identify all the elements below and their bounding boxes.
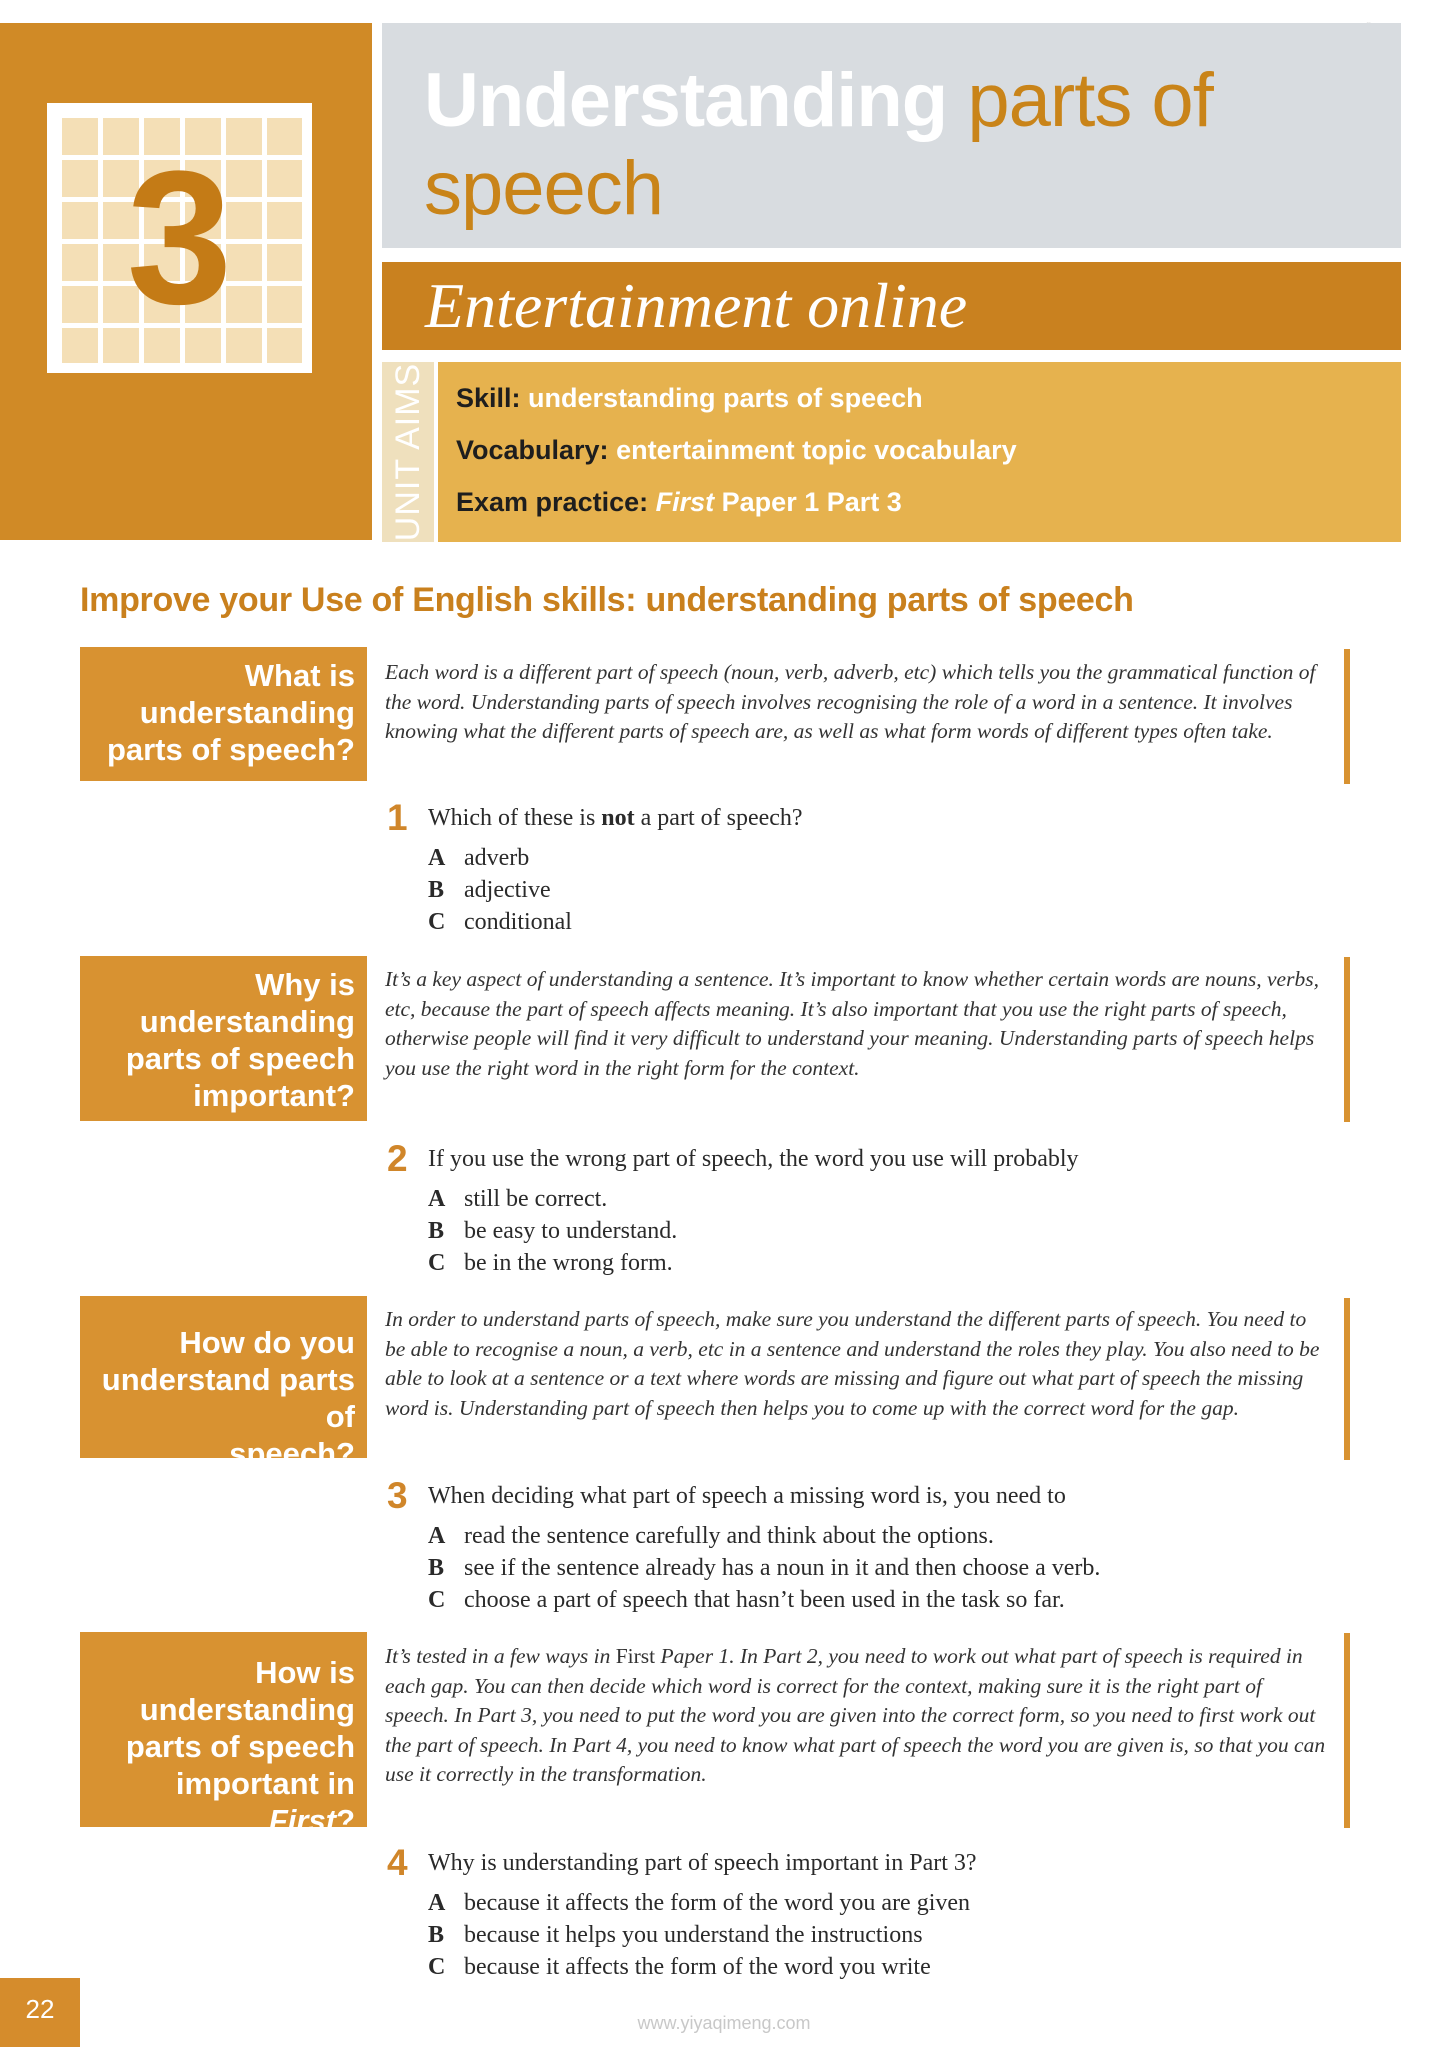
option-text: adverb (464, 845, 530, 871)
option-text: be easy to understand. (464, 1218, 678, 1244)
option-letter: B (428, 1555, 445, 1581)
option-letter: A (428, 1186, 446, 1212)
option-text: adjective (464, 877, 551, 903)
section-heading: Improve your Use of English skills: understanding parts of speech (80, 581, 1134, 619)
aim-value: Paper 1 Part 3 (721, 487, 902, 517)
question-line-last (90, 1765, 355, 1839)
aim-exam-practice (456, 486, 902, 518)
aim-label: Exam practice: (456, 487, 649, 517)
prompt-bold-text: not (601, 805, 635, 831)
option-b[interactable] (428, 1215, 677, 1247)
option-c[interactable] (428, 1584, 1065, 1616)
question-line: parts of speech? (106, 732, 355, 767)
question-box-why-is (80, 956, 367, 1121)
question-line: important in (175, 1766, 355, 1801)
option-b[interactable] (428, 1919, 923, 1951)
option-c[interactable] (428, 1951, 931, 1983)
question-line: speech? (229, 1436, 355, 1471)
unit-title-rest-1: parts of (967, 58, 1213, 143)
option-a[interactable] (428, 1520, 994, 1552)
question-prompt (428, 802, 803, 834)
unit-title-strong: Understanding (424, 58, 948, 143)
option-letter: B (428, 1922, 445, 1948)
question-prompt: If you use the wrong part of speech, the word you use will probably (428, 1146, 1079, 1172)
explanation-text (385, 1642, 1330, 1790)
explanation-text: Each word is a different part of speech (noun, verb, adverb, etc) which tells you the grammatical function of the word. Understanding parts of speech involves recognising the role of a word in a sentence. It involves knowing what the different parts of speech are, as well as what form words of different types often take. (385, 660, 1316, 743)
option-letter: A (428, 1523, 446, 1549)
option-letter: C (428, 909, 446, 935)
explanation-text: In order to understand parts of speech, make sure you understand the different parts of speech. You need to be able to recognise a noun, a verb, etc in a sentence and understand the roles they play. You also need to be able to look at a sentence or a text where words are missing and figure out what part of speech the missing word is. Understanding part of speech then helps you to come up with the correct word for the gap. (385, 1307, 1320, 1420)
question-line: important? (193, 1078, 355, 1113)
question-number: 2 (387, 1138, 408, 1179)
option-text: choose a part of speech that hasn’t been used in the task so far. (464, 1587, 1065, 1613)
question-number: 1 (387, 797, 408, 838)
question-prompt: When deciding what part of speech a missing word is, you need to (428, 1483, 1066, 1509)
question-line: understanding (139, 1692, 355, 1727)
option-letter: B (428, 877, 445, 903)
unit-aims-label-box (382, 362, 434, 542)
option-c[interactable] (428, 1247, 673, 1279)
aim-vocabulary (456, 434, 1017, 466)
question-number: 4 (387, 1842, 408, 1883)
question-mark: ? (336, 1803, 355, 1838)
unit-title-rest-2: speech (424, 146, 664, 231)
unit-subtitle-bar (382, 262, 1401, 350)
option-letter: C (428, 1954, 446, 1980)
unit-aims-box (438, 362, 1401, 542)
prompt-text: a part of speech? (634, 805, 803, 831)
option-a[interactable] (428, 1183, 607, 1215)
page-number: 22 (25, 1993, 55, 2024)
question-box-how-do-you (80, 1296, 367, 1471)
question-line: How is (255, 1655, 355, 1690)
unit-number-box (47, 103, 312, 373)
explanation-part: It’s tested in a few ways in (385, 1644, 616, 1668)
option-text: see if the sentence already has a noun in it and then choose a verb. (464, 1555, 1101, 1581)
question-line: parts of speech (125, 1041, 355, 1076)
option-c[interactable] (428, 906, 572, 938)
option-letter: A (428, 1890, 446, 1916)
question-line: What is (244, 658, 355, 693)
option-text: conditional (464, 909, 572, 935)
explanation-text: It’s a key aspect of understanding a sentence. It’s important to know whether certain words are nouns, verbs, etc, because the part of speech affects meaning. It’s also important that you use the right parts of speech, otherwise people will find it very difficult to understand your meaning. Understanding parts of speech helps you use the right word in the right form for the context. (385, 967, 1319, 1080)
aim-label: Skill: (456, 383, 521, 413)
unit-title-panel (382, 23, 1401, 248)
explanation-side-bar (1344, 1633, 1350, 1828)
option-text: still be correct. (464, 1186, 608, 1212)
unit-aims-label: UNIT AIMS (388, 362, 427, 542)
aim-label: Vocabulary: (456, 435, 609, 465)
question-box-how-is (80, 1632, 367, 1838)
explanation-side-bar (1344, 957, 1350, 1122)
option-b[interactable] (428, 874, 551, 906)
question-line: understanding (139, 1004, 355, 1039)
aim-value: understanding parts of speech (528, 383, 923, 413)
prompt-text: Which of these is (428, 805, 602, 831)
question-prompt: Why is understanding part of speech important in Part 3? (428, 1850, 977, 1876)
option-text: because it affects the form of the word you write (464, 1954, 931, 1980)
unit-title (424, 57, 1364, 233)
option-letter: C (428, 1250, 446, 1276)
unit-banner (0, 23, 372, 540)
option-text: because it helps you understand the instructions (464, 1922, 923, 1948)
option-text: be in the wrong form. (464, 1250, 673, 1276)
question-italic-word: First (268, 1803, 337, 1838)
question-line: parts of speech (125, 1729, 355, 1764)
question-line: understand parts of (101, 1362, 355, 1434)
explanation-upright-word: First (615, 1644, 656, 1668)
option-a[interactable] (428, 1887, 970, 1919)
question-line: Why is (255, 967, 355, 1002)
option-a[interactable] (428, 842, 529, 874)
question-box-what-is (80, 647, 367, 781)
question-number: 3 (387, 1475, 408, 1516)
option-letter: A (428, 845, 446, 871)
question-line: understanding (139, 695, 355, 730)
option-letter: C (428, 1587, 446, 1613)
question-line: How do you (179, 1325, 355, 1360)
aim-skill (456, 382, 923, 414)
aim-value-italic: First (655, 487, 715, 517)
explanation-side-bar (1344, 1298, 1350, 1460)
aim-value: entertainment topic vocabulary (616, 435, 1017, 465)
explanation-side-bar (1344, 649, 1350, 784)
unit-number: 3 (126, 132, 233, 344)
unit-subtitle: Entertainment online (425, 270, 968, 341)
option-text: because it affects the form of the word you are given (464, 1890, 971, 1916)
explanation-part: Paper 1. In Part 2, you need to work out what part of speech is required in each gap. You can then decide which word is correct for the context, making sure it is the right part of speech. In Part 3, you need to put the word you are given into the correct form, so you need to first work out the part of speech. In Part 4, you need to know what part of speech the word you are given is, so that you can use it correctly in the transformation. (385, 1644, 1326, 1786)
option-text: read the sentence carefully and think about the options. (464, 1523, 994, 1549)
option-letter: B (428, 1218, 445, 1244)
option-b[interactable] (428, 1552, 1100, 1584)
watermark: www.yiyaqimeng.com (637, 2013, 811, 2033)
